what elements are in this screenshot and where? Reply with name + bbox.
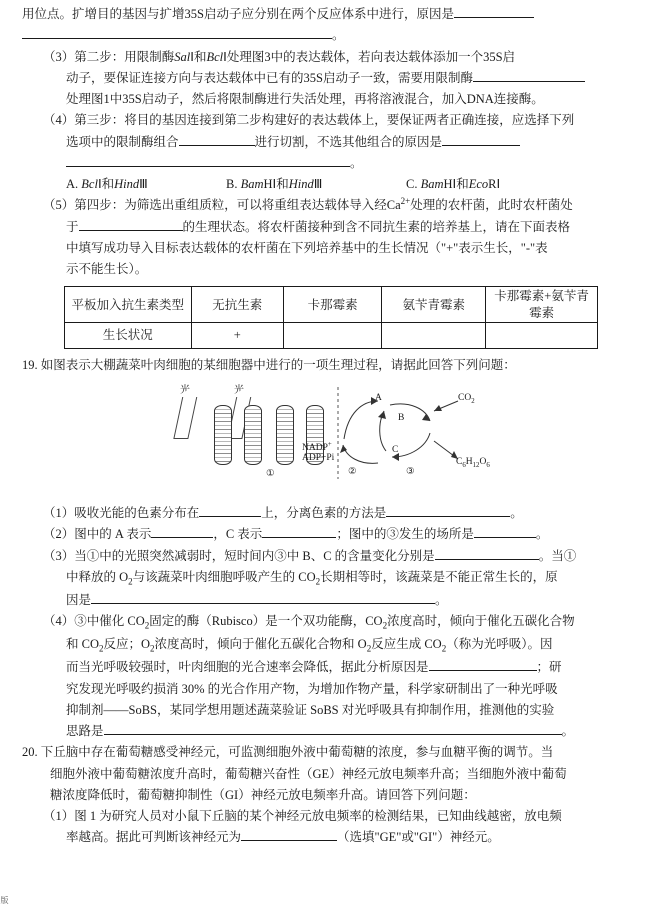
answer-blank[interactable] (151, 526, 213, 539)
answer-blank[interactable] (79, 218, 183, 231)
text-run: （1）吸收光能的色素分布在 (43, 506, 200, 521)
table-header-cell: 氨苄青霉素 (382, 287, 486, 323)
text-run: H (465, 457, 473, 468)
answer-blank[interactable] (435, 547, 539, 560)
text-run: 19. 如图表示大棚蔬菜叶肉细胞的某细胞器中进行的一项生理过程，请据此回答下列问题： (22, 357, 516, 372)
text-run: ；图中的③发生的场所是 (336, 527, 474, 542)
choice-a-enzyme1: Bcl (81, 177, 98, 191)
label-glucose (456, 457, 490, 470)
question-20-stem (22, 742, 632, 762)
question-3 (22, 47, 632, 67)
figure-19 (22, 379, 632, 497)
choice-row (22, 174, 632, 194)
text-run: 长期相等时，该蔬菜是不能正常生长的，原 (320, 569, 558, 584)
text-run: Ⅲ (313, 177, 323, 191)
choice-a-letter: A. (66, 177, 82, 191)
text-run: 因是 (66, 592, 92, 607)
question-4-line3 (22, 153, 632, 173)
text-run: 中释放的 O (66, 569, 129, 584)
answer-blank[interactable] (429, 659, 537, 672)
text-run: 12 (472, 462, 480, 470)
enzyme-name-bcl: Bcl (206, 49, 224, 64)
answer-blank[interactable] (66, 154, 350, 167)
table-cell-label: 生长状况 (65, 322, 192, 348)
table-header-cell: 卡那霉素+氨苄青霉素 (486, 287, 598, 323)
text-run: 固定的酶（Rubisco）是一个双功能酶，CO (149, 614, 383, 629)
text-run: C (456, 457, 463, 468)
text-run: 细胞外液中葡萄糖浓度升高时，葡萄糖兴奋性（GE）神经元放电频率升高；当细胞外液中葡萄 (50, 766, 567, 781)
table-header-cell: 卡那霉素 (284, 287, 382, 323)
answer-blank[interactable] (454, 5, 534, 18)
text-run: RⅠ (488, 177, 501, 191)
answer-blank[interactable] (474, 526, 536, 539)
answer-blank[interactable] (241, 829, 337, 842)
question-5-line3 (22, 238, 632, 258)
text-run: 。 (561, 724, 575, 739)
text-run: 糖浓度降低时，葡萄糖抑制性（GI）神经元放电频率升高。请回答下列问题： (50, 787, 476, 802)
answer-blank[interactable] (22, 26, 332, 39)
paragraph-continuation-2 (22, 25, 632, 45)
growth-table (64, 286, 598, 349)
text-run: 浓度高时，倾向于催化五碳化合物和 O (154, 637, 367, 652)
question-4-line2 (22, 132, 632, 152)
text-run: 。 (535, 527, 549, 542)
text-run: 。 (510, 506, 523, 521)
text-run: 。 (350, 155, 363, 170)
label-B: B (398, 413, 405, 424)
q20-item-1-line2 (22, 827, 632, 847)
text-run: 浓度高时，倾向于催化五碳化合物 (387, 614, 575, 629)
text-run: 究发现光呼吸约损消 30% 的光合作用产物，为增加作物产量，科学家研制出了一种光呼吸 (66, 681, 558, 696)
page-content (22, 4, 632, 849)
table-row (65, 322, 598, 348)
choice-c-letter: C. (406, 177, 421, 191)
q19-item-4-line2: 和 $CO_2$反应；$O_2$浓度高时，倾向于催化五碳化合物和 $O_2$反应生成 $CO_2$（称为光呼吸）。因 (66, 637, 553, 654)
question-20-stem-line2 (22, 764, 632, 784)
text-run: 和 CO (66, 637, 99, 652)
question-3-line2 (22, 68, 632, 88)
q19-item-4-line6 (22, 721, 632, 741)
text-run: 6 (462, 462, 466, 470)
choice-b[interactable] (226, 174, 406, 194)
question-5-line2 (22, 217, 632, 237)
question-19-stem (22, 355, 632, 375)
label-stage-1: ① (266, 469, 275, 480)
text-run: 动子，要保证连接方向与表达载体中已有的35S启动子一致，需要用限制酶 (66, 70, 473, 85)
q19-item-4-line4 (22, 679, 632, 699)
text-run: 中填写成功导入目标表达载体的农杆菌在下列培养基中的生长情况（"+"表示生长，"-"表 (66, 240, 548, 255)
question-3-line3 (22, 89, 632, 109)
text-run: Ⅲ (139, 177, 148, 191)
choice-c-enzyme2: Eco (468, 177, 489, 191)
label-adp-pi: ADP+Pi (302, 453, 335, 464)
choice-c-enzyme1: Bam (420, 177, 444, 191)
answer-blank[interactable] (262, 526, 336, 539)
q19-item-3 (22, 546, 632, 566)
text-run: 的生理状态。将农杆菌接种到含不同抗生素的培养基上，请在下面表格 (182, 219, 571, 234)
enzyme-numeral: Ⅰ (223, 49, 227, 64)
answer-blank[interactable] (199, 504, 261, 517)
text-run: O (479, 457, 487, 468)
answer-blank[interactable] (91, 591, 435, 604)
answer-blank[interactable] (473, 69, 585, 82)
chloroplast-diagram (162, 379, 522, 491)
question-5: （5）第四步：为筛选出重组质粒，可以将重组表达载体导入经$Ca^{2+}$处理的农杆菌，此时农杆菌处 (43, 196, 573, 213)
text-run: CO (458, 393, 472, 404)
text-run: 而当光呼吸较强时，叶肉细胞的光合速率会降低，据此分析原因是 (66, 660, 429, 675)
table-row-header (65, 287, 598, 323)
choice-b-enzyme2: Hind (288, 177, 314, 191)
label-A: A (375, 393, 382, 404)
table-cell-value[interactable] (382, 322, 486, 348)
text-run: 于 (66, 219, 79, 234)
q19-item-4: （4）③中催化 $CO_2$固定的酶（Rubisco）是一个双功能酶，$CO_2$浓度高时，倾向于催化五碳化合物 (43, 614, 575, 631)
table-cell-value[interactable]: + (191, 322, 284, 348)
table-header-cell: 无抗生素 (191, 287, 284, 323)
answer-blank[interactable] (179, 133, 255, 146)
text-run: 进行切割，不选其他组合的原因是 (254, 134, 443, 149)
table-header-cell: 平板加入抗生素类型 (65, 287, 192, 323)
text-run: 。当① (538, 548, 577, 563)
text-run: 处理图3中的表达载体，若向表达载体添加一个35S启 (226, 49, 516, 64)
text-run: 思路是 (66, 724, 104, 739)
enzyme-numeral: Ⅰ (190, 49, 194, 64)
choice-c[interactable] (406, 174, 500, 194)
text-run: 。 (435, 592, 448, 607)
text-run: + (327, 441, 332, 449)
text-run: 选项中的限制酶组合 (66, 134, 179, 149)
q19-item-1 (22, 503, 632, 523)
text-run: HⅠ和 (263, 177, 289, 191)
choice-a[interactable] (66, 174, 226, 194)
q19-item-3-line2: 中释放的 $O_2$与该蔬菜叶肉细胞呼吸产生的 $CO_2$长期相等时，该蔬菜是不能正常生长的，原 (66, 569, 558, 587)
text-run: 上，分离色素的方法是 (261, 506, 387, 521)
text-run: 处理的农杆菌，此时农杆菌处 (410, 198, 573, 213)
q19-item-2 (22, 524, 632, 544)
question-5-line4 (22, 259, 632, 279)
text-run: （3）第二步：用限制酶 (43, 49, 175, 64)
page-corner-mark: 版 (0, 896, 9, 904)
text-run: （5）第四步：为筛选出重组质粒，可以将重组表达载体导入经Ca (43, 198, 401, 213)
choice-b-enzyme1: Bam (240, 177, 264, 191)
answer-blank[interactable] (442, 133, 520, 146)
label-stage-2: ② (348, 467, 357, 478)
text-run: ；研 (536, 660, 562, 675)
text-run: 用位点。扩增目的基因与扩增35S启动子应分别在两个反应体系中进行，原因是 (22, 7, 454, 21)
text-run: 。 (332, 28, 345, 43)
text-run: 示不能生长）。 (66, 262, 148, 277)
q19-item-4-line3 (22, 657, 632, 677)
text-run: 2 (471, 398, 475, 406)
text-run: ，C 表示 (213, 527, 263, 542)
answer-blank[interactable] (386, 504, 510, 517)
text-run: NADP (302, 443, 328, 454)
text-run: 6 (486, 462, 490, 470)
question-20-stem-line3 (22, 785, 632, 805)
text-run: （选填"GE"或"GI"）神经元。 (337, 830, 500, 845)
enzyme-name-sal: Sal (174, 49, 191, 64)
label-C: C (392, 445, 399, 456)
text-run: 20. 下丘脑中存在葡萄糖感受神经元，可监测细胞外液中葡萄糖的浓度，参与血糖平衡的调节。当 (22, 745, 554, 760)
question-4 (22, 110, 632, 130)
text-run: （3）当①中的光照突然减弱时，短时间内③中 B、C 的含量变化分别是 (43, 548, 435, 563)
text-run: （4）第三步：将目的基因连接到第二步构建好的表达载体上，要保证两者正确连接，应选择下列 (43, 113, 575, 128)
label-stage-3: ③ (406, 467, 415, 478)
text-run: 率越高。据此可判断该神经元为 (66, 830, 242, 845)
text-run: （称为光呼吸）。因 (446, 637, 553, 652)
paragraph-continuation (22, 4, 632, 24)
table-cell-value[interactable] (284, 322, 382, 348)
text-run: 与该蔬菜叶肉细胞呼吸产生的 CO (132, 569, 316, 584)
choice-a-enzyme2: Hind (114, 177, 140, 191)
table-cell-value[interactable] (486, 322, 598, 348)
q19-item-3-line3 (22, 590, 632, 610)
q19-item-4-line5 (22, 700, 632, 720)
text-run: 和 (193, 49, 207, 64)
text-run: 处理图1中35S启动子，然后将限制酶进行失活处理，再将溶液混合，加入DNA连接酶。 (66, 92, 544, 106)
text-run: 反应生成 CO (371, 637, 442, 652)
text-run: HⅠ和 (443, 177, 469, 191)
text-run: 反应；O (103, 637, 151, 652)
text-run: （1）图 1 为研究人员对小鼠下丘脑的某个神经元放电频率的检测结果，已知曲线越密，放电频 (43, 809, 562, 824)
label-co2 (458, 393, 475, 406)
text-run: （2）图中的 A 表示 (43, 527, 152, 542)
answer-blank[interactable] (104, 722, 562, 735)
text-run: （4）③中催化 CO (43, 614, 145, 629)
text-run: Ⅰ和 (97, 177, 115, 191)
q20-item-1 (22, 806, 632, 826)
choice-b-letter: B. (226, 177, 241, 191)
text-run: 抑制剂——SoBS，某同学想用题述蔬菜验证 SoBS 对光呼吸具有抑制作用，推测他的实验 (66, 702, 555, 717)
